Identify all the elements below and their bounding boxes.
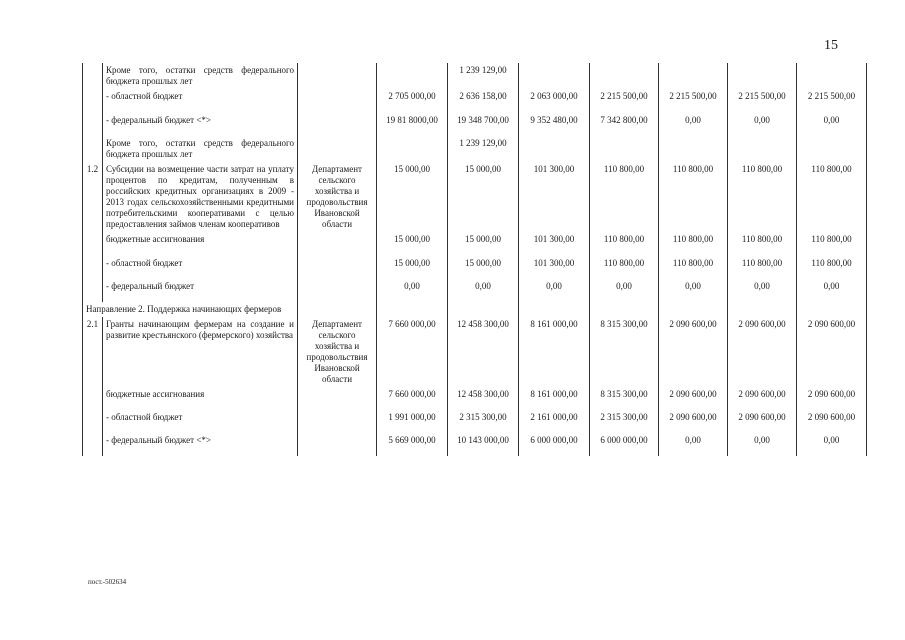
value-cell: 0,00 xyxy=(659,113,728,136)
value-cell: 15 000,00 xyxy=(377,232,448,256)
table-row xyxy=(83,279,867,302)
value-cell: 0,00 xyxy=(728,433,797,456)
value-cell: 15 000,00 xyxy=(377,162,448,232)
row-department xyxy=(298,63,377,89)
row-description: - федеральный бюджет <*> xyxy=(103,113,298,136)
value-cell: 6 000 000,00 xyxy=(519,433,590,456)
row-department xyxy=(298,302,377,317)
row-department xyxy=(298,232,377,256)
value-cell: 2 090 600,00 xyxy=(797,410,867,433)
value-cell: 2 090 600,00 xyxy=(728,317,797,387)
value-cell: 15 000,00 xyxy=(448,232,519,256)
value-cell: 12 458 300,00 xyxy=(448,387,519,410)
value-cell: 0,00 xyxy=(797,279,867,302)
row-number: 1.2 xyxy=(83,162,103,232)
value-cell: 12 458 300,00 xyxy=(448,317,519,387)
row-description: Кроме того, остатки средств федерального бюджета прошлых лет xyxy=(103,136,298,162)
value-cell: 2 063 000,00 xyxy=(519,89,590,113)
value-cell: 110 800,00 xyxy=(797,256,867,279)
page-number: 15 xyxy=(824,38,838,53)
value-cell: 110 800,00 xyxy=(797,232,867,256)
value-cell: 2 315 300,00 xyxy=(448,410,519,433)
value-cell: 110 800,00 xyxy=(728,256,797,279)
value-cell: 8 315 300,00 xyxy=(590,387,659,410)
row-number xyxy=(83,136,103,162)
value-cell: 110 800,00 xyxy=(590,256,659,279)
value-cell: 2 636 158,00 xyxy=(448,89,519,113)
value-cell: 0,00 xyxy=(797,113,867,136)
value-cell: 110 800,00 xyxy=(659,256,728,279)
row-description: бюджетные ассигнования xyxy=(103,387,298,410)
row-number xyxy=(83,89,103,113)
value-cell xyxy=(519,302,590,317)
row-department xyxy=(298,113,377,136)
row-description: бюджетные ассигнования xyxy=(103,232,298,256)
value-cell xyxy=(797,136,867,162)
value-cell: 2 215 500,00 xyxy=(590,89,659,113)
value-cell: 0,00 xyxy=(448,279,519,302)
value-cell: 0,00 xyxy=(519,279,590,302)
row-number xyxy=(83,256,103,279)
value-cell xyxy=(590,63,659,89)
row-number xyxy=(83,232,103,256)
row-department: Департамент сельского хозяйства и продовольствия Ивановской области xyxy=(298,317,377,387)
row-description: Кроме того, остатки средств федерального бюджета прошлых лет xyxy=(103,63,298,89)
value-cell xyxy=(728,302,797,317)
value-cell xyxy=(797,302,867,317)
value-cell: 8 315 300,00 xyxy=(590,317,659,387)
document-code: пост.-502634 xyxy=(88,578,127,586)
value-cell: 0,00 xyxy=(659,433,728,456)
row-number xyxy=(83,113,103,136)
value-cell: 9 352 480,00 xyxy=(519,113,590,136)
value-cell: 19 348 700,00 xyxy=(448,113,519,136)
value-cell: 2 215 500,00 xyxy=(728,89,797,113)
value-cell: 15 000,00 xyxy=(448,256,519,279)
value-cell: 101 300,00 xyxy=(519,232,590,256)
budget-table xyxy=(82,63,867,456)
row-description: - областной бюджет xyxy=(103,410,298,433)
value-cell: 0,00 xyxy=(797,433,867,456)
row-department: Департамент сельского хозяйства и продовольствия Ивановской области xyxy=(298,162,377,232)
value-cell: 0,00 xyxy=(659,279,728,302)
value-cell xyxy=(797,63,867,89)
row-description: Субсидии на возмещение части затрат на уплату процентов по кредитам, полученным в российских кредитных организациях в 2009 - 2013 годах сельскохозяйственными кредитными потребительскими кооперативами с целью предоставления займов членам кооперативов xyxy=(103,162,298,232)
value-cell xyxy=(377,136,448,162)
value-cell xyxy=(377,63,448,89)
row-description: - федеральный бюджет xyxy=(103,279,298,302)
value-cell: 2 215 500,00 xyxy=(797,89,867,113)
value-cell xyxy=(659,63,728,89)
value-cell: 0,00 xyxy=(377,279,448,302)
value-cell xyxy=(728,136,797,162)
value-cell: 2 090 600,00 xyxy=(728,410,797,433)
table-row xyxy=(83,232,867,256)
value-cell: 1 239 129,00 xyxy=(448,136,519,162)
row-department xyxy=(298,256,377,279)
value-cell: 110 800,00 xyxy=(659,162,728,232)
value-cell: 2 215 500,00 xyxy=(659,89,728,113)
value-cell: 19 81 8000,00 xyxy=(377,113,448,136)
value-cell: 0,00 xyxy=(590,279,659,302)
value-cell: 0,00 xyxy=(728,113,797,136)
value-cell: 2 090 600,00 xyxy=(797,317,867,387)
row-number: 2.1 xyxy=(83,317,103,387)
value-cell: 7 660 000,00 xyxy=(377,317,448,387)
value-cell xyxy=(519,63,590,89)
row-department xyxy=(298,279,377,302)
value-cell: 2 090 600,00 xyxy=(797,387,867,410)
value-cell: 2 705 000,00 xyxy=(377,89,448,113)
row-number xyxy=(83,387,103,410)
table-row xyxy=(83,410,867,433)
row-description: - областной бюджет xyxy=(103,256,298,279)
value-cell: 10 143 000,00 xyxy=(448,433,519,456)
value-cell: 2 090 600,00 xyxy=(659,387,728,410)
section-heading: Направление 2. Поддержка начинающих фермеров xyxy=(83,302,298,317)
value-cell: 110 800,00 xyxy=(728,162,797,232)
row-number xyxy=(83,433,103,456)
value-cell: 1 991 000,00 xyxy=(377,410,448,433)
row-department xyxy=(298,136,377,162)
row-department xyxy=(298,433,377,456)
value-cell: 15 000,00 xyxy=(377,256,448,279)
row-description: - федеральный бюджет <*> xyxy=(103,433,298,456)
value-cell: 2 090 600,00 xyxy=(659,317,728,387)
table-row xyxy=(83,317,867,387)
row-number xyxy=(83,63,103,89)
value-cell: 8 161 000,00 xyxy=(519,317,590,387)
row-description: - областной бюджет xyxy=(103,89,298,113)
value-cell: 110 800,00 xyxy=(659,232,728,256)
table-row xyxy=(83,113,867,136)
value-cell: 1 239 129,00 xyxy=(448,63,519,89)
row-number xyxy=(83,410,103,433)
value-cell xyxy=(377,302,448,317)
value-cell xyxy=(590,302,659,317)
value-cell: 15 000,00 xyxy=(448,162,519,232)
row-department xyxy=(298,410,377,433)
value-cell xyxy=(728,63,797,89)
table-row xyxy=(83,89,867,113)
value-cell xyxy=(659,136,728,162)
value-cell: 6 000 000,00 xyxy=(590,433,659,456)
value-cell: 2 090 600,00 xyxy=(728,387,797,410)
value-cell: 110 800,00 xyxy=(590,232,659,256)
table-row xyxy=(83,387,867,410)
table-row xyxy=(83,162,867,232)
value-cell: 110 800,00 xyxy=(728,232,797,256)
table-row xyxy=(83,63,867,89)
value-cell: 7 660 000,00 xyxy=(377,387,448,410)
section-row xyxy=(83,302,867,317)
value-cell: 110 800,00 xyxy=(797,162,867,232)
row-department xyxy=(298,89,377,113)
value-cell xyxy=(659,302,728,317)
table-row xyxy=(83,136,867,162)
value-cell: 5 669 000,00 xyxy=(377,433,448,456)
value-cell: 2 315 300,00 xyxy=(590,410,659,433)
value-cell xyxy=(590,136,659,162)
value-cell xyxy=(448,302,519,317)
value-cell: 101 300,00 xyxy=(519,256,590,279)
row-number xyxy=(83,279,103,302)
value-cell: 2 090 600,00 xyxy=(659,410,728,433)
value-cell: 0,00 xyxy=(728,279,797,302)
value-cell: 2 161 000,00 xyxy=(519,410,590,433)
table-row xyxy=(83,433,867,456)
value-cell: 110 800,00 xyxy=(590,162,659,232)
value-cell xyxy=(519,136,590,162)
value-cell: 7 342 800,00 xyxy=(590,113,659,136)
value-cell: 8 161 000,00 xyxy=(519,387,590,410)
row-description: Гранты начинающим фермерам на создание и развитие крестьянского (фермерского) хозяйства xyxy=(103,317,298,387)
table-row xyxy=(83,256,867,279)
row-department xyxy=(298,387,377,410)
value-cell: 101 300,00 xyxy=(519,162,590,232)
